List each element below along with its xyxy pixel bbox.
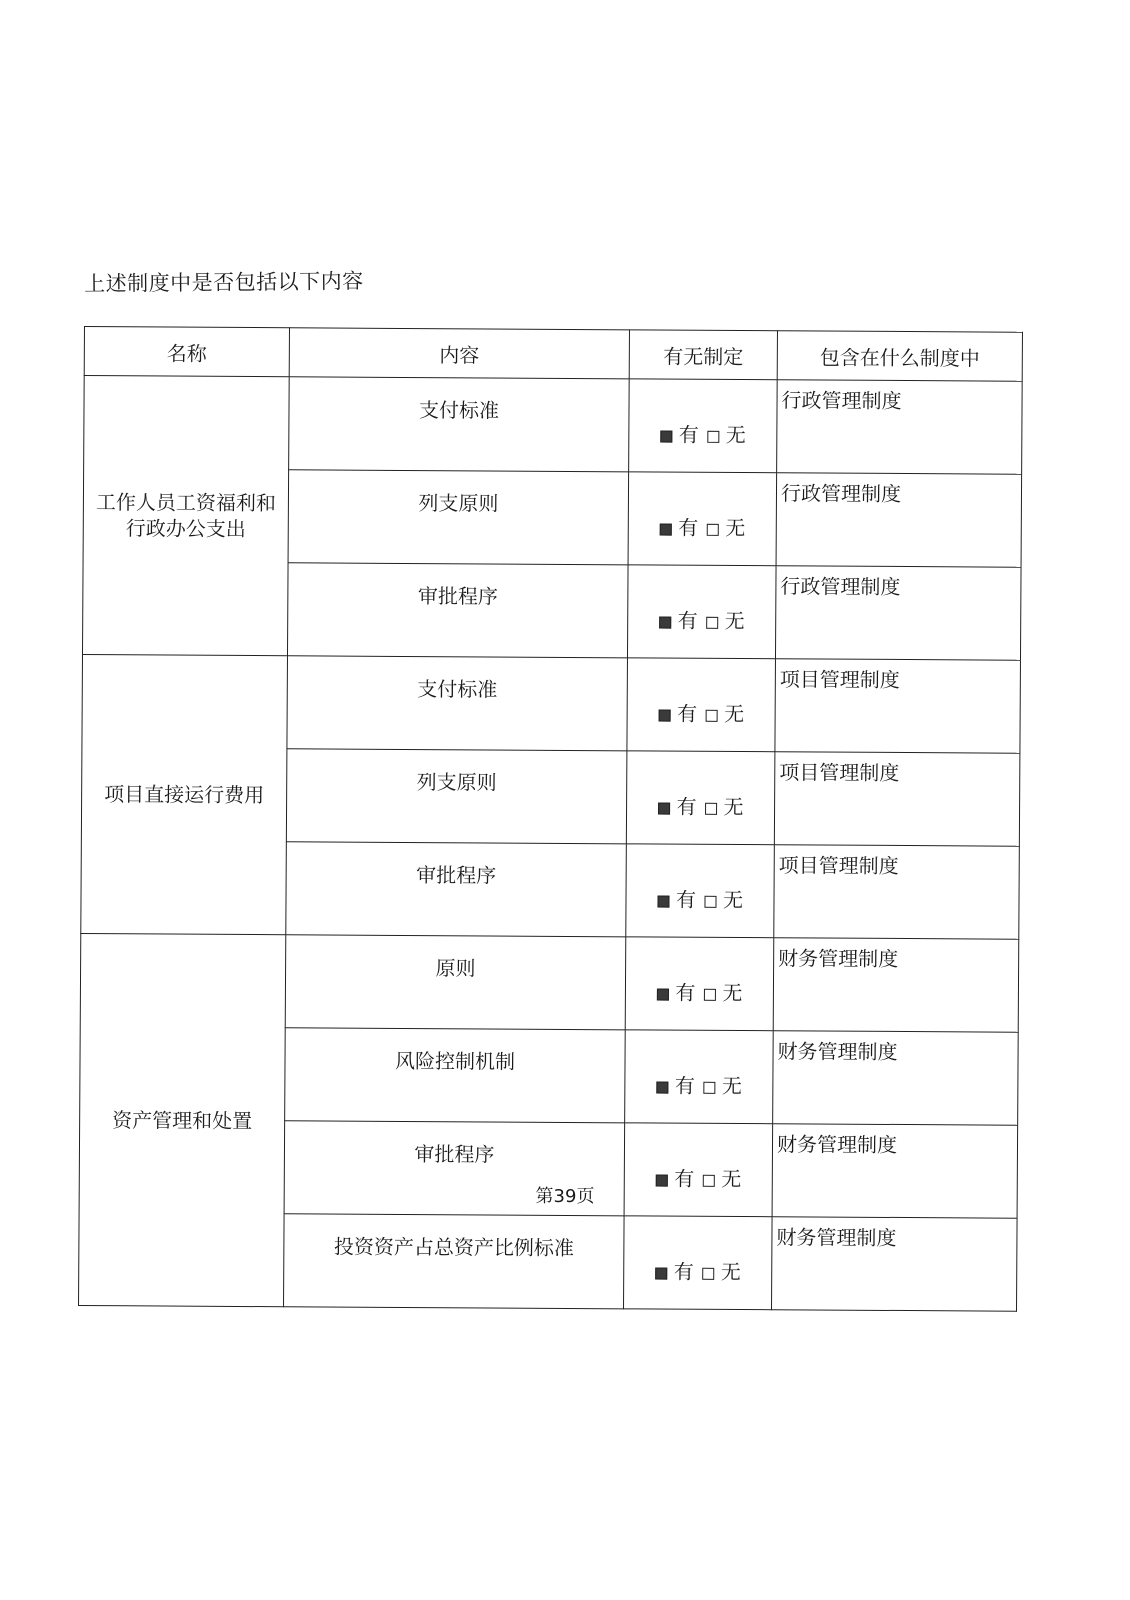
has-established-cell [625,937,774,1031]
table-row [84,376,1023,475]
has-established-cell [628,472,777,566]
intro-text: 上述制度中是否包括以下内容 [84,269,364,296]
content-cell: 支付标准 [289,377,630,472]
checkbox-no-label: 无 [720,1259,741,1284]
checkbox-no-icon [706,523,718,535]
page-number: 第39页 [535,1186,595,1207]
checkbox-no-label: 无 [721,1166,742,1191]
content-cell: 审批程序 [284,1121,625,1216]
category-cell: 项目直接运行费用 [81,654,288,934]
content-cell: 风险控制机制 [285,1028,626,1123]
checkbox-yes-icon [659,616,671,628]
included-system-cell: 行政管理制度 [776,473,1022,567]
checkbox-no-label: 无 [722,980,743,1005]
included-system-cell: 财务管理制度 [773,1031,1019,1125]
checkbox-yes-icon [660,430,672,442]
checkbox-no-icon [707,430,719,442]
checkbox-no-label: 无 [725,422,746,447]
content-cell: 审批程序 [287,563,628,658]
content-cell: 列支原则 [288,470,629,565]
checkbox-yes-label: 有 [678,515,699,540]
has-established-cell [627,565,776,659]
checkbox-yes-label: 有 [678,422,699,447]
checkbox-yes-label: 有 [674,1073,695,1098]
checkbox-no-icon [703,1081,715,1093]
included-system-cell: 行政管理制度 [777,380,1023,474]
regulation-table-wrapper [78,326,1022,1312]
checkbox-yes-icon [657,895,669,907]
category-cell: 资产管理和处置 [79,933,286,1306]
checkbox-no-icon [705,709,717,721]
table-row [80,933,1019,1032]
checkbox-yes-label: 有 [673,1259,694,1284]
has-established-cell [625,1030,774,1124]
content-cell: 投资资产占总资产比例标准 [284,1214,625,1309]
checkbox-yes-label: 有 [675,980,696,1005]
table-row [82,654,1021,753]
included-system-cell: 项目管理制度 [774,845,1020,939]
included-system-cell: 财务管理制度 [772,1124,1018,1218]
checkbox-yes-icon [655,1267,667,1279]
content-cell: 原则 [285,935,626,1030]
has-established-cell [624,1216,773,1310]
checkbox-no-icon [706,616,718,628]
checkbox-yes-icon [658,709,670,721]
checkbox-no-label: 无 [723,794,744,819]
has-established-cell [626,844,775,938]
checkbox-yes-label: 有 [677,608,698,633]
checkbox-yes-label: 有 [677,701,698,726]
included-system-cell: 行政管理制度 [775,566,1021,660]
included-system-cell: 项目管理制度 [775,659,1021,753]
header-has-established: 有无制定 [629,330,777,380]
checkbox-yes-label: 有 [676,794,697,819]
content-cell: 审批程序 [286,842,627,937]
checkbox-yes-icon [656,988,668,1000]
header-name: 名称 [84,327,289,377]
included-system-cell: 财务管理制度 [773,938,1019,1032]
table-header-row [84,327,1022,382]
checkbox-yes-label: 有 [674,1166,695,1191]
table-body [79,376,1023,1312]
checkbox-no-icon [703,988,715,1000]
header-content: 内容 [289,328,629,379]
regulation-table [78,326,1023,1312]
checkbox-no-label: 无 [724,608,745,633]
checkbox-no-label: 无 [725,515,746,540]
checkbox-yes-icon [656,1081,668,1093]
content-cell: 列支原则 [286,749,627,844]
has-established-cell [626,751,775,845]
category-cell: 工作人员工资福利和行政办公支出 [82,376,289,656]
has-established-cell [627,658,776,752]
checkbox-yes-icon [659,523,671,535]
checkbox-no-label: 无 [724,701,745,726]
checkbox-no-label: 无 [721,1073,742,1098]
has-established-cell [629,379,778,473]
checkbox-no-icon [705,802,717,814]
included-system-cell: 财务管理制度 [772,1217,1018,1311]
content-cell: 支付标准 [287,656,628,751]
header-included-in: 包含在什么制度中 [777,331,1022,381]
checkbox-no-icon [704,895,716,907]
checkbox-no-label: 无 [722,887,744,912]
included-system-cell: 项目管理制度 [774,752,1020,846]
checkbox-yes-icon [658,802,670,814]
checkbox-yes-label: 有 [675,887,697,912]
checkbox-no-icon [702,1267,714,1279]
